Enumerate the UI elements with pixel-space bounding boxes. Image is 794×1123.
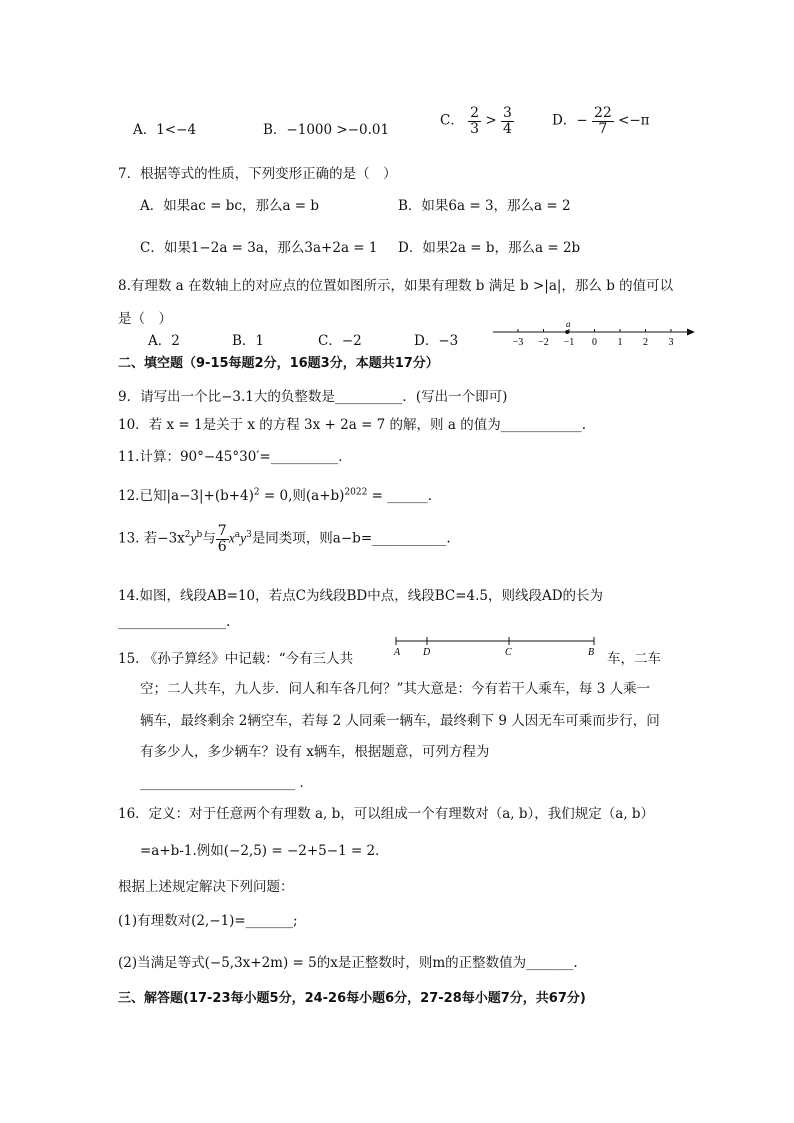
number-line-tick-label: 0 (592, 337, 597, 348)
section-3-heading: 三、解答题(17-23每小题5分，24-26每小题6分，27-28每小题7分，共67分) (118, 991, 586, 1006)
point-label-d: D (423, 647, 431, 658)
number-line-point-a (565, 330, 569, 334)
q6-option-d: D．− $\frac{22}{7}$ <−π (552, 105, 650, 137)
q13: 13. 若$-3x^2y^b$与 $\frac{7}{6}$ $x^ay^3$是同类项，则a−b=___________. (118, 523, 451, 555)
number-line-tick-label: −2 (538, 337, 549, 348)
q7-option-b: B．如果6a = 3，那么a = 2 (398, 198, 571, 214)
q7-option-d: D．如果2a = b，那么a = 2b (398, 240, 581, 256)
q15-answer-blank: _______________________ ． (140, 775, 314, 791)
number-line-point-label: a (566, 319, 571, 329)
q8-option-b: B．1 (232, 333, 265, 349)
point-label-b: B (588, 647, 595, 658)
q7-option-a: A．如果ac = bc，那么a = b (140, 198, 320, 214)
number-line-arrow-icon (687, 329, 695, 336)
q6-option-c: C． $\frac{2}{3}$ > $\frac{3}{4}$ (440, 105, 512, 137)
q7-option-c: C．如果1−2a = 3a，那么3a+2a = 1 (140, 240, 378, 256)
q16-sub2: (2)当满足等式(−5,3x+2m) = 5的x是正整数时，则m的正整数值为_______. (118, 955, 578, 971)
q10: 10．若 x = 1是关于 x 的方程 3x + 2a = 7 的解，则 a 的值为____________. (118, 417, 586, 433)
q15-line3: 辆车，最终剩余 2辆空车，若每 2 人同乘一辆车，最终剩下 9 人因无车可乘而步行，问 (140, 713, 660, 729)
number-line-tick-label: 1 (617, 337, 623, 348)
q8-option-d: D．−3 (414, 333, 459, 349)
number-line-tick-label: −3 (512, 337, 524, 348)
number-line-tick-label: 3 (668, 337, 674, 348)
q16-line1: 16．定义：对于任意两个有理数 a, b，可以组成一个有理数对（a, b），我们规定（a, b） (118, 806, 655, 822)
q15-line4: 有多少人，多少辆车？设有 x辆车，根据题意，可列方程为 (140, 744, 490, 760)
q14-line2: ________________. (118, 614, 231, 630)
q8-option-a: A．2 (148, 333, 180, 349)
q14-line1: 14.如图，线段AB=10，若点C为线段BD中点，线段BC=4.5，则线段AD的长为 (118, 588, 604, 604)
number-line-diagram (490, 318, 698, 348)
segment-diagram (390, 634, 602, 660)
q7-stem: 7．根据等式的性质，下列变形正确的是（ ） (118, 166, 397, 182)
q15-line1b: 车，二车 (607, 651, 661, 667)
q9: 9．请写出一个比−3.1大的负整数是__________．(写出一个即可) (118, 389, 508, 405)
number-line-tick-label: −1 (563, 337, 575, 348)
q11: 11.计算：90°−45°30′=__________． (118, 449, 352, 465)
point-label-c: C (505, 647, 512, 658)
q16-line3: 根据上述规定解决下列问题： (118, 879, 294, 895)
q15-line2: 空；二人共车，九人步．问人和车各几何？”其大意是：今有若干人乘车，每 3 人乘一 (140, 681, 651, 697)
point-label-a: A (394, 647, 401, 658)
q8-stem-line2: 是（ ） (118, 311, 172, 327)
q16-line2: =a+b-1.例如(−2,5) = −2+5−1 = 2． (140, 843, 389, 859)
q12: 12.已知$|a-3|+(b+4)^2 = 0$,则$(a+b)^{2022}$ = ______. (118, 487, 433, 504)
q8-stem-line1: 8.有理数 a 在数轴上的对应点的位置如图所示，如果有理数 b 满足 b >|a|，那么 b 的值可以 (118, 278, 674, 294)
q6-option-a: A．1<−4 (133, 122, 197, 138)
q6-option-b: B．−1000 >−0.01 (263, 122, 390, 138)
q8-option-c: C．−2 (318, 333, 362, 349)
section-2-heading: 二、填空题（9-15每题2分，16题3分，本题共17分） (118, 356, 439, 371)
q15-line1a: 15. 《孙子算经》中记载：“今有三人共 (118, 651, 354, 667)
number-line-tick-label: 2 (643, 337, 648, 348)
q16-sub1: (1)有理数对(2,−1)=_______; (118, 913, 298, 929)
